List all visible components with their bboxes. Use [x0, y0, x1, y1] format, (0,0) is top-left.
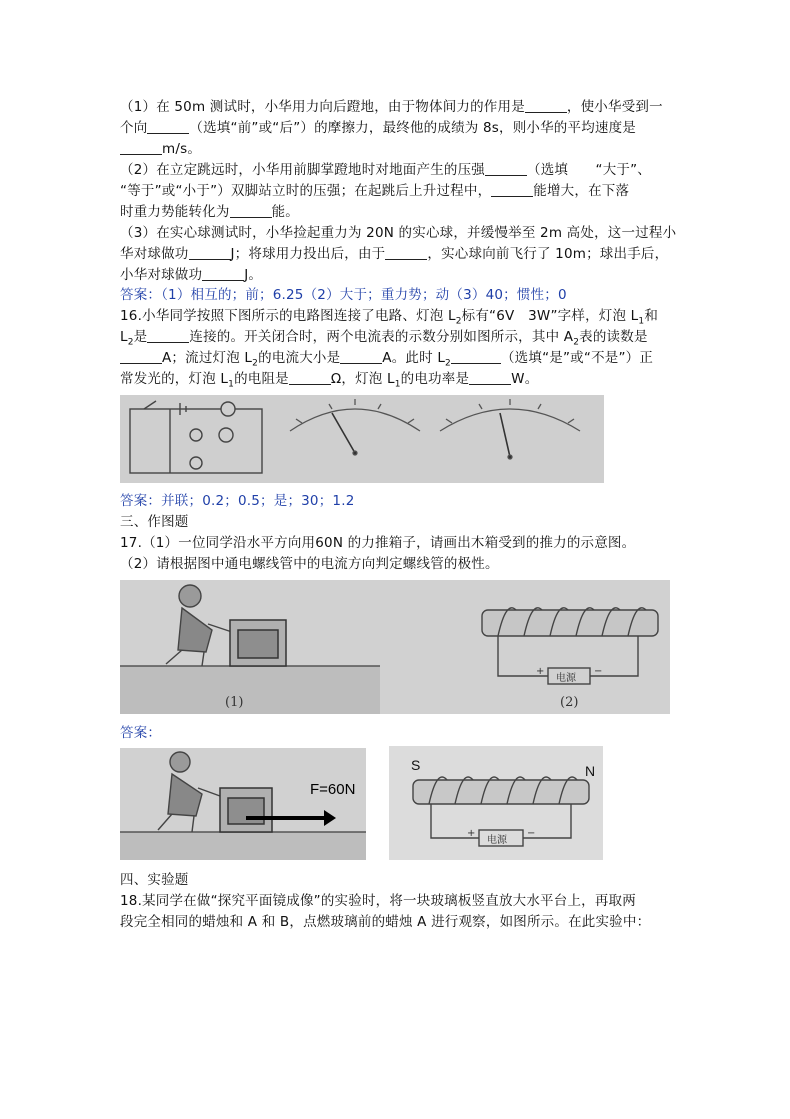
minus-sign: −: [594, 666, 603, 677]
blank: [147, 329, 189, 343]
q17-line1: 17.（1）一位同学沿水平方向用60N 的力推箱子，请画出木箱受到的推力的示意图。: [120, 535, 636, 551]
q17-answer-label: 答案：: [120, 725, 162, 741]
blank: [120, 350, 162, 364]
q15-answer: 答案：（1）相互的；前；6.25（2）大于；重力势；动（3）40；惯性；0: [120, 287, 567, 303]
blank: [485, 162, 527, 176]
ammeter-2: [440, 399, 580, 459]
blank: [469, 371, 511, 385]
q15-part2-line2: “等于”或“小于”）双脚站立时的压强；在起跳后上升过程中， 能增大，在下落: [120, 183, 630, 199]
plus-sign: +: [467, 828, 476, 839]
blank: [289, 371, 331, 385]
blank: [525, 99, 567, 113]
blank: [147, 120, 189, 134]
blank: [385, 246, 427, 260]
q16-answer: 答案：并联；0.2；0.5；是；30；1.2: [120, 493, 355, 509]
blank: [230, 204, 272, 218]
q17-line2: （2）请根据图中通电螺线管中的电流方向判定螺线管的极性。: [120, 556, 499, 572]
power-source-label: 电源: [556, 673, 576, 684]
section-4-heading: 四、实验题: [120, 872, 189, 888]
q18-line2: 段完全相同的蜡烛和 A 和 B，点燃玻璃前的蜡烛 A 进行观察，如图所示。在此实验中：: [120, 914, 651, 930]
q16-line1: 16.小华同学按照下图所示的电路图连接了电路、灯泡 $L_2$标有“6V 3W”字样，灯泡 $L_1$和: [120, 308, 659, 327]
blank: [120, 141, 162, 155]
plus-sign: +: [536, 666, 545, 677]
blank: [491, 183, 533, 197]
blank: [451, 350, 501, 364]
pole-n-label: N: [585, 763, 596, 779]
q16-line4: 常发光的，灯泡 $L_1$的电阻是 Ω，灯泡 $L_1$的电功率是 W。: [120, 371, 539, 390]
force-label: F=60N: [310, 781, 356, 798]
q18-line1: 18.某同学在做“探究平面镜成像”的实验时，将一块玻璃板竖直放大水平台上，再取两: [120, 893, 636, 909]
boy-pushing-figure: [166, 585, 232, 666]
q17-answer-figure-2: [389, 746, 603, 860]
blank: [202, 267, 244, 281]
section-3-heading: 三、作图题: [120, 514, 189, 530]
q15-part3-line3: 小华对球做功 J。: [120, 267, 263, 283]
q15-part2-line3: 时重力势能转化为 能。: [120, 204, 300, 220]
q15-part2-line1: （2）在立定跳远时，小华用前脚掌蹬地时对地面产生的压强 （选填 “大于”、: [120, 162, 651, 178]
fig-label-2: (2): [560, 695, 579, 710]
arrow-head: [324, 810, 336, 826]
box: [230, 620, 286, 666]
q16-line2: $L_2$是 连接的。开关闭合时，两个电流表的示数分别如图所示，其中 $A_2$表的读数是: [120, 329, 648, 348]
fig-label-1: (1): [225, 695, 244, 710]
q16-line3: A；流过灯泡 $L_2$的电流大小是 A。此时 $L_2$ （选填“是”或“不是”）正: [120, 348, 653, 374]
ammeter-1: [290, 399, 420, 455]
pole-s-label: S: [411, 757, 421, 773]
blank: [189, 246, 231, 260]
blank: [340, 350, 382, 364]
q17-answer-figure-1: [120, 748, 366, 860]
ground: [120, 666, 380, 714]
power-source-label: 电源: [487, 835, 507, 846]
circuit-diagram: [130, 401, 262, 473]
q15-part3-line2: 华对球做功 J；将球用力投出后，由于 ，实心球向前飞行了 10m；球出手后，: [120, 246, 669, 262]
q15-part1-line2: 个向 （选填“前”或“后”）的摩擦力，最终他的成绩为 8s，则小华的平均速度是: [120, 120, 636, 136]
q15-part3-line1: （3）在实心球测试时，小华捡起重力为 20N 的实心球，并缓慢举至 2m 高处，这一过程小: [120, 225, 677, 241]
q17-question-figure: [120, 580, 670, 714]
q15-part1-line3: m/s。: [120, 139, 201, 159]
circuit-and-ammeters-figure: [120, 395, 604, 483]
minus-sign: −: [527, 828, 536, 839]
q15-part1-line1: （1）在 50m 测试时，小华用力向后蹬地，由于物体间力的作用是 ，使小华受到一: [120, 99, 663, 115]
